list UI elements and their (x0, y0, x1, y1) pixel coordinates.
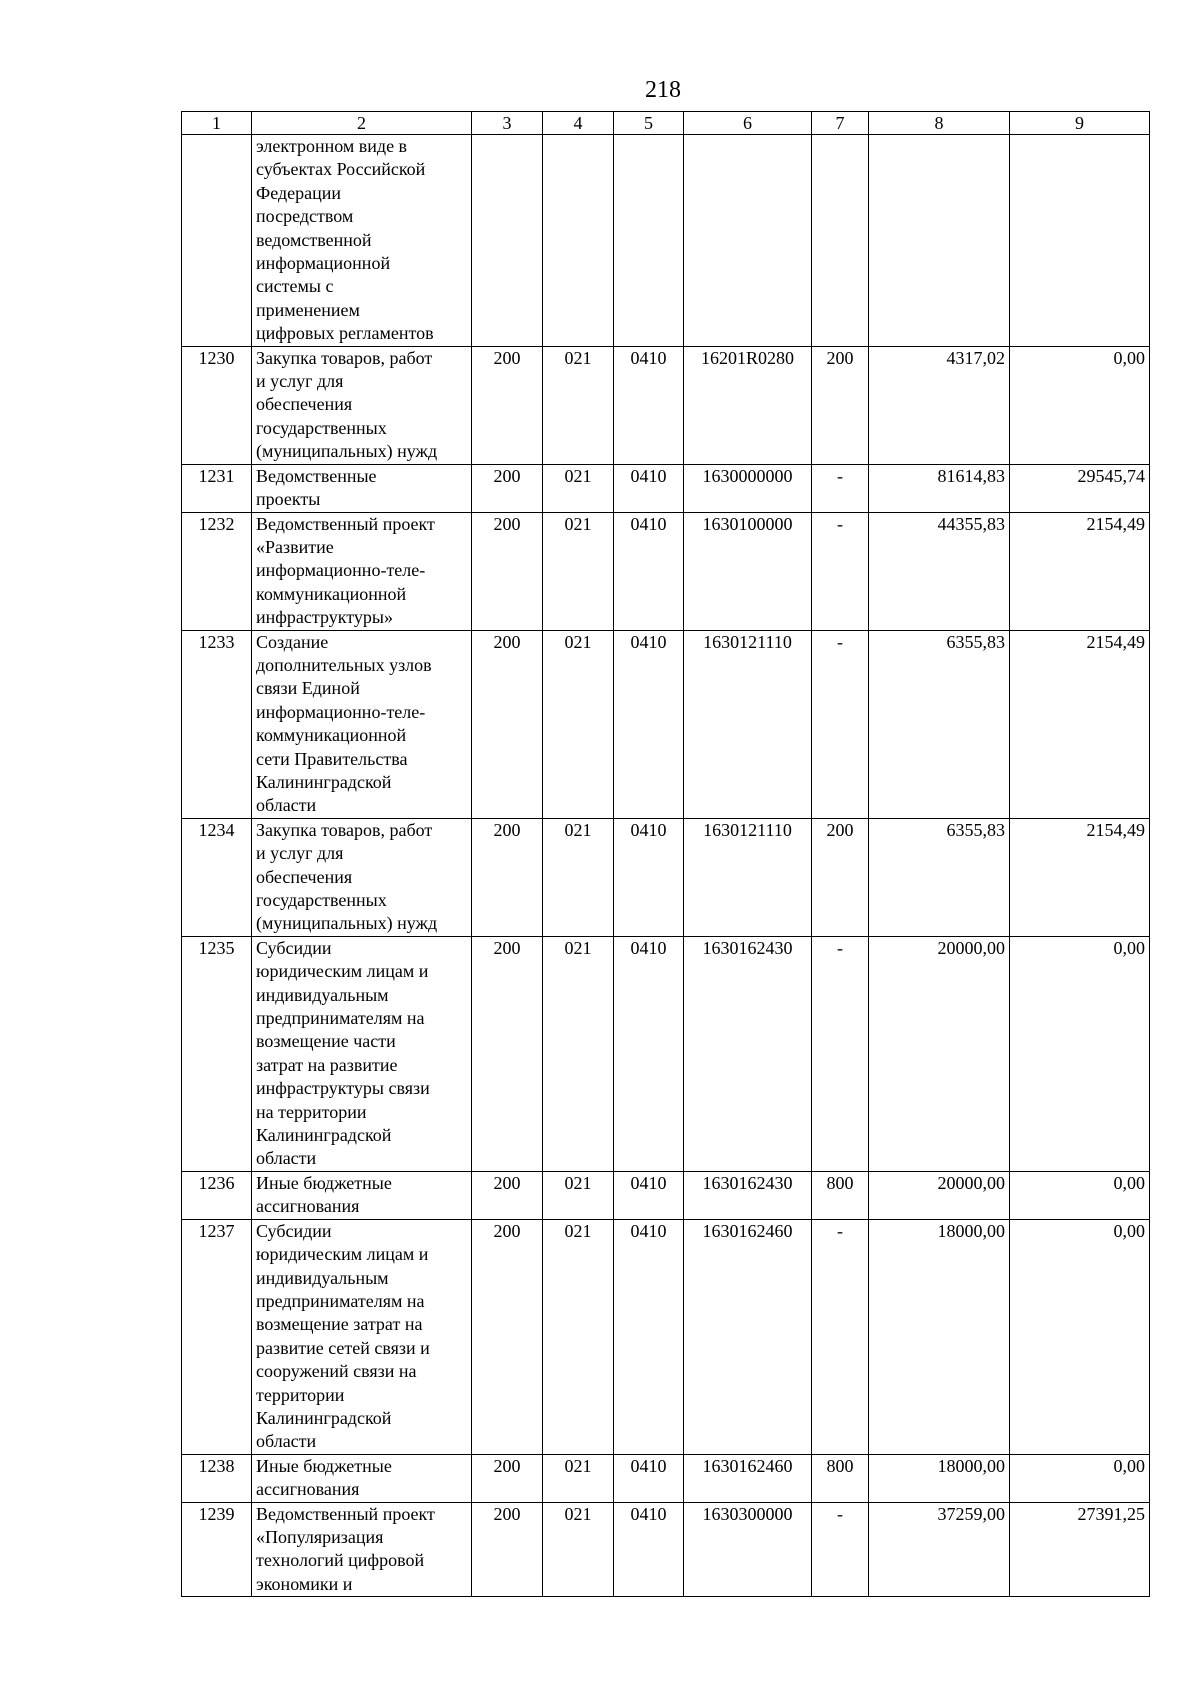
amount-cell: 2154,49 (1010, 512, 1150, 630)
name-line: сооружений связи на (256, 1361, 417, 1382)
continuation-row (182, 135, 1150, 347)
column-header: 7 (812, 112, 869, 135)
name-line: и услуг для (256, 371, 344, 392)
name-line: (муниципальных) нужд (256, 913, 438, 934)
code-cell: 021 (543, 1502, 614, 1597)
table-row (182, 1171, 1150, 1219)
empty-cell (472, 135, 543, 347)
name-line: инфраструктуры» (256, 607, 393, 628)
name-line: государственных (256, 417, 387, 438)
name-line: Создание (256, 631, 329, 652)
name-line: Ведомственный проект (256, 513, 435, 534)
table-row (182, 1219, 1150, 1454)
row-name-cell (252, 1219, 472, 1454)
empty-cell (684, 135, 812, 347)
name-line: Иные бюджетные (256, 1172, 392, 1193)
code-cell: 1630162460 (684, 1219, 812, 1454)
row-number-cell: 1231 (182, 464, 252, 512)
code-cell: 200 (472, 346, 543, 464)
table-row (182, 936, 1150, 1171)
name-line: посредством (256, 206, 354, 227)
code-cell: - (812, 1219, 869, 1454)
continuation-name-cell (252, 135, 472, 347)
code-cell: 200 (472, 936, 543, 1171)
name-line: юридическим лицам и (256, 961, 429, 982)
code-cell: 200 (472, 630, 543, 818)
name-line: «Популяризация (256, 1526, 384, 1547)
empty-cell (869, 135, 1010, 347)
header-row (182, 112, 1150, 135)
amount-cell: 37259,00 (869, 1502, 1010, 1597)
code-cell: 0410 (614, 464, 684, 512)
name-line: коммуникационной (256, 725, 407, 746)
name-line: обеспечения (256, 394, 353, 415)
code-cell: 021 (543, 1454, 614, 1502)
code-cell: 0410 (614, 1171, 684, 1219)
row-name-cell (252, 1171, 472, 1219)
name-line: применением (256, 299, 360, 320)
row-number-cell: 1239 (182, 1502, 252, 1597)
name-line: Федерации (256, 182, 342, 203)
name-line: предпринимателям на (256, 1008, 425, 1029)
amount-cell: 20000,00 (869, 1171, 1010, 1219)
code-cell: 0410 (614, 1454, 684, 1502)
code-cell: 021 (543, 512, 614, 630)
row-number-cell: 1237 (182, 1219, 252, 1454)
code-cell: - (812, 512, 869, 630)
name-line: инфраструктуры связи (256, 1078, 430, 1099)
row-number-cell (182, 135, 252, 347)
name-line: коммуникационной (256, 583, 407, 604)
code-cell: 0410 (614, 1502, 684, 1597)
code-cell: 200 (472, 1171, 543, 1219)
row-name-cell (252, 818, 472, 936)
amount-cell: 44355,83 (869, 512, 1010, 630)
code-cell: 200 (472, 1454, 543, 1502)
name-line: сети Правительства (256, 748, 408, 769)
name-line: ассигнования (256, 1479, 360, 1500)
code-cell: 021 (543, 630, 614, 818)
code-cell: 200 (472, 1502, 543, 1597)
name-line: «Развитие (256, 536, 334, 557)
amount-cell: 4317,02 (869, 346, 1010, 464)
code-cell: 1630162460 (684, 1454, 812, 1502)
name-line: возмещение части (256, 1031, 396, 1052)
row-number-cell: 1236 (182, 1171, 252, 1219)
code-cell: - (812, 464, 869, 512)
table-row (182, 346, 1150, 464)
code-cell: 0410 (614, 630, 684, 818)
name-line: Закупка товаров, работ (256, 819, 433, 840)
name-line: на территории (256, 1101, 367, 1122)
column-header: 1 (182, 112, 252, 135)
amount-cell: 6355,83 (869, 818, 1010, 936)
name-line: индивидуальным (256, 984, 389, 1005)
code-cell: 200 (812, 818, 869, 936)
name-line: информационно-теле- (256, 560, 426, 581)
code-cell: 1630100000 (684, 512, 812, 630)
amount-cell: 29545,74 (1010, 464, 1150, 512)
row-name-cell (252, 464, 472, 512)
column-header: 6 (684, 112, 812, 135)
name-line: территории (256, 1384, 345, 1405)
column-header: 2 (252, 112, 472, 135)
name-line: ведомственной (256, 229, 372, 250)
table-row (182, 1454, 1150, 1502)
name-line: Субсидии (256, 1220, 332, 1241)
row-name-cell (252, 630, 472, 818)
code-cell: 021 (543, 936, 614, 1171)
name-line: области (256, 1431, 317, 1452)
code-cell: 1630121110 (684, 818, 812, 936)
name-line: Закупка товаров, работ (256, 347, 433, 368)
code-cell: 800 (812, 1171, 869, 1219)
name-line: связи Единой (256, 678, 360, 699)
name-line: Ведомственные (256, 465, 377, 486)
amount-cell: 2154,49 (1010, 818, 1150, 936)
code-cell: - (812, 630, 869, 818)
code-cell: 800 (812, 1454, 869, 1502)
code-cell: 1630121110 (684, 630, 812, 818)
column-header: 9 (1010, 112, 1150, 135)
amount-cell: 0,00 (1010, 1454, 1150, 1502)
code-cell: 021 (543, 1171, 614, 1219)
code-cell: 16201R0280 (684, 346, 812, 464)
name-line: обеспечения (256, 866, 353, 887)
row-number-cell: 1238 (182, 1454, 252, 1502)
name-line: и услуг для (256, 843, 344, 864)
code-cell: 200 (472, 512, 543, 630)
name-line: затрат на развитие (256, 1054, 398, 1075)
amount-cell: 2154,49 (1010, 630, 1150, 818)
empty-cell (812, 135, 869, 347)
column-header: 5 (614, 112, 684, 135)
name-line: Калининградской (256, 1125, 392, 1146)
amount-cell: 6355,83 (869, 630, 1010, 818)
name-line: ассигнования (256, 1196, 360, 1217)
amount-cell: 0,00 (1010, 1219, 1150, 1454)
row-number-cell: 1233 (182, 630, 252, 818)
column-header: 8 (869, 112, 1010, 135)
name-line: субъектах Российской (256, 159, 426, 180)
row-number-cell: 1230 (182, 346, 252, 464)
row-name-cell (252, 346, 472, 464)
code-cell: - (812, 936, 869, 1171)
name-line: предпринимателям на (256, 1290, 425, 1311)
name-line: индивидуальным (256, 1267, 389, 1288)
name-line: Калининградской (256, 771, 392, 792)
name-line: дополнительных узлов (256, 654, 432, 675)
table-row (182, 630, 1150, 818)
name-line: проекты (256, 489, 321, 510)
budget-table (181, 111, 1150, 1597)
amount-cell: 0,00 (1010, 346, 1150, 464)
code-cell: 1630162430 (684, 936, 812, 1171)
code-cell: 0410 (614, 512, 684, 630)
code-cell: 1630162430 (684, 1171, 812, 1219)
code-cell: 0410 (614, 818, 684, 936)
amount-cell: 27391,25 (1010, 1502, 1150, 1597)
code-cell: 021 (543, 818, 614, 936)
code-cell: 021 (543, 1219, 614, 1454)
name-line: электронном виде в (256, 136, 408, 156)
code-cell: 0410 (614, 1219, 684, 1454)
name-line: возмещение затрат на (256, 1314, 423, 1335)
name-line: области (256, 795, 317, 816)
code-cell: 0410 (614, 346, 684, 464)
table-row (182, 818, 1150, 936)
name-line: информационно-теле- (256, 701, 426, 722)
code-cell: 200 (812, 346, 869, 464)
name-line: системы с (256, 276, 334, 297)
table-row (182, 464, 1150, 512)
name-line: экономики и (256, 1573, 353, 1594)
name-line: (муниципальных) нужд (256, 441, 438, 462)
code-cell: 1630000000 (684, 464, 812, 512)
name-line: информационной (256, 253, 391, 274)
amount-cell: 18000,00 (869, 1219, 1010, 1454)
column-header: 3 (472, 112, 543, 135)
name-line: юридическим лицам и (256, 1244, 429, 1265)
name-line: государственных (256, 890, 387, 910)
amount-cell: 18000,00 (869, 1454, 1010, 1502)
code-cell: - (812, 1502, 869, 1597)
table-row (182, 512, 1150, 630)
code-cell: 021 (543, 346, 614, 464)
row-name-cell (252, 936, 472, 1171)
amount-cell: 81614,83 (869, 464, 1010, 512)
name-line: цифровых регламентов (256, 323, 434, 344)
row-number-cell: 1234 (182, 818, 252, 936)
table-row (182, 1502, 1150, 1597)
empty-cell (1010, 135, 1150, 347)
name-line: Калининградской (256, 1407, 392, 1428)
name-line: Ведомственный проект (256, 1503, 435, 1524)
row-name-cell (252, 1454, 472, 1502)
code-cell: 200 (472, 1219, 543, 1454)
row-number-cell: 1232 (182, 512, 252, 630)
amount-cell: 20000,00 (869, 936, 1010, 1171)
name-line: Иные бюджетные (256, 1455, 392, 1476)
amount-cell: 0,00 (1010, 1171, 1150, 1219)
row-name-cell (252, 512, 472, 630)
code-cell: 1630300000 (684, 1502, 812, 1597)
name-line: технологий цифровой (256, 1550, 425, 1571)
row-number-cell: 1235 (182, 936, 252, 1171)
name-line: области (256, 1148, 317, 1169)
amount-cell: 0,00 (1010, 936, 1150, 1171)
code-cell: 200 (472, 818, 543, 936)
column-header: 4 (543, 112, 614, 135)
page-number: 218 (645, 77, 681, 103)
name-line: развитие сетей связи и (256, 1337, 430, 1358)
row-name-cell (252, 1502, 472, 1597)
empty-cell (543, 135, 614, 347)
empty-cell (614, 135, 684, 347)
code-cell: 200 (472, 464, 543, 512)
code-cell: 0410 (614, 936, 684, 1171)
name-line: Субсидии (256, 937, 332, 958)
code-cell: 021 (543, 464, 614, 512)
